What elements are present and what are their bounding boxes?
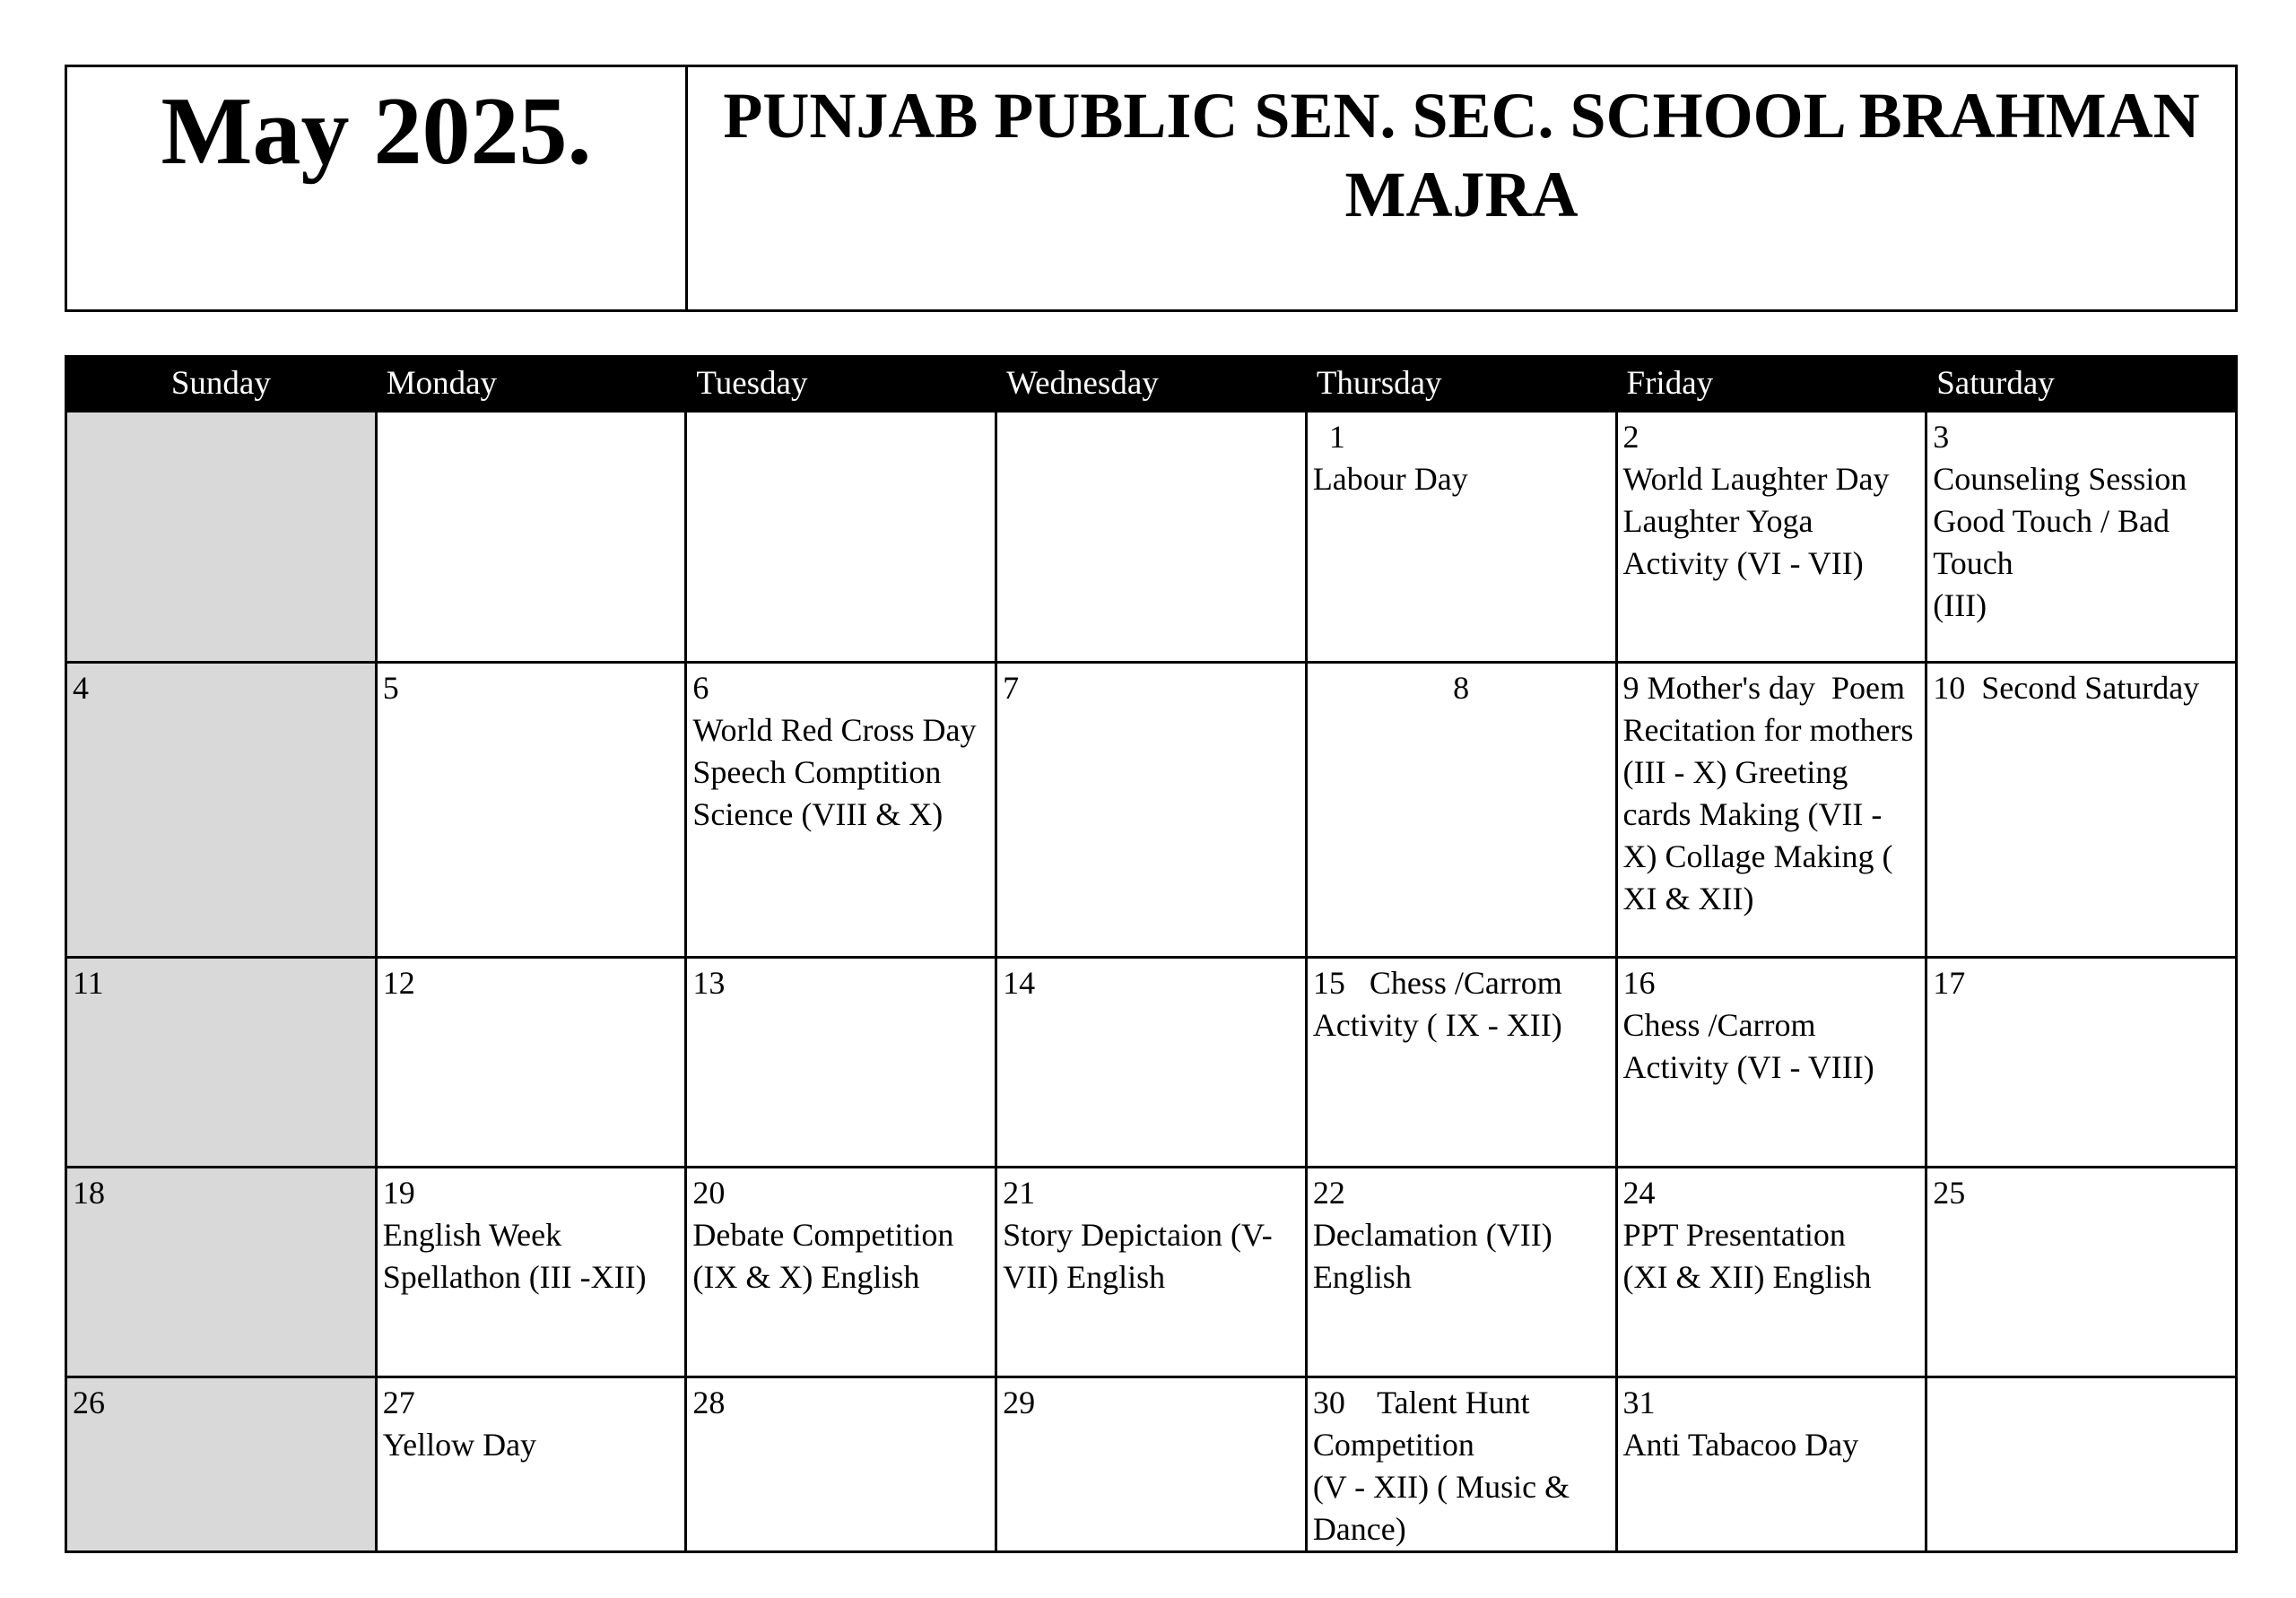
day-cell [1926,663,2237,958]
school-cell [688,67,2235,309]
event-text: Counseling Session Good Touch / Bad Touch (III) [1933,461,2187,623]
event-text: Recitation for mothers (III - X) Greeting cards Making (VII - X) Collage Making ( XI & XII) [1622,712,1914,916]
day-cell [686,958,996,1168]
month-title: May 2025. [161,78,592,185]
day-number: 8 [1453,670,1470,706]
day-header-wednesday: Wednesday [996,357,1307,412]
day-header-monday: Monday [376,357,686,412]
week-row [66,663,2237,958]
day-cell [996,1168,1307,1377]
day-number: 20 [692,1175,726,1211]
day-cell [1926,412,2237,663]
day-header-thursday: Thursday [1306,357,1616,412]
day-number: 29 [1003,1385,1036,1420]
day-number: 10 Second Saturday [1933,670,2200,706]
day-cell [66,1377,377,1552]
day-cell [686,1377,996,1552]
day-number: 31 [1622,1385,1656,1420]
day-cell [1616,1377,1926,1552]
day-number: 17 [1933,965,1966,1001]
day-cell [376,663,686,958]
day-number: 26 [73,1385,105,1420]
day-cell [66,412,377,663]
day-cell [1616,412,1926,663]
day-cell [1926,1377,2237,1552]
week-row [66,958,2237,1168]
day-number: 11 [73,965,104,1001]
day-number: 5 [382,670,399,706]
day-number: 28 [692,1385,726,1420]
day-cell [1926,1168,2237,1377]
day-number: 24 [1622,1175,1656,1211]
event-text: World Red Cross Day Speech Comptition Science (VIII & X) [692,712,977,832]
calendar-header [65,65,2238,312]
event-text: Story Depictaion (V- VII) English [1003,1217,1273,1295]
day-cell [1616,958,1926,1168]
day-cell [686,1168,996,1377]
day-header-saturday: Saturday [1926,357,2237,412]
day-number: 15 Chess /Carrom [1312,965,1562,1001]
day-cell [66,663,377,958]
week-row [66,1168,2237,1377]
school-name: PUNJAB PUBLIC SEN. SEC. SCHOOL BRAHMAN MAJRA [723,80,2200,230]
calendar-grid [65,355,2238,1553]
day-number: 18 [73,1175,105,1211]
day-cell [376,1168,686,1377]
day-cell [1616,1168,1926,1377]
day-cell [376,958,686,1168]
day-cell [686,412,996,663]
day-cell [996,958,1307,1168]
event-text: Debate Competition (IX & X) English [692,1217,954,1295]
event-text: Yellow Day [382,1427,537,1463]
day-header-tuesday: Tuesday [686,357,996,412]
day-number: 6 [692,670,709,706]
week-row [66,1377,2237,1552]
day-cell [996,663,1307,958]
event-text: PPT Presentation (XI & XII) English [1622,1217,1872,1295]
day-cell [66,1168,377,1377]
event-text: English Week Spellathon (III -XII) [382,1217,647,1295]
day-cell [1926,958,2237,1168]
day-number: 9 Mother's day Poem [1622,670,1905,706]
day-cell [996,1377,1307,1552]
day-cell [376,412,686,663]
day-cell [1616,663,1926,958]
event-text: Declamation (VII) English [1312,1217,1552,1295]
day-number: 21 [1003,1175,1036,1211]
day-header-sunday: Sunday [66,357,377,412]
day-cell [376,1377,686,1552]
day-number: 2 [1622,419,1639,455]
day-number: 4 [73,670,89,706]
day-number: 22 [1312,1175,1345,1211]
day-cell [1306,958,1616,1168]
month-cell [67,67,688,309]
day-number: 12 [382,965,415,1001]
day-number: 1 [1312,419,1345,455]
event-text: Activity ( IX - XII) [1312,1007,1562,1043]
day-number: 27 [382,1385,415,1420]
day-cell [996,412,1307,663]
day-number: 16 [1622,965,1656,1001]
day-header-friday: Friday [1616,357,1926,412]
weekday-header-row [66,357,2237,412]
day-cell [1306,1377,1616,1552]
day-number: 30 Talent Hunt [1312,1385,1530,1420]
event-text: Competition (V - XII) ( Music & Dance) [1312,1427,1570,1547]
day-cell [1306,412,1616,663]
day-cell [1306,1168,1616,1377]
day-number: 7 [1003,670,1020,706]
day-cell [1306,663,1616,958]
event-text: Chess /Carrom Activity (VI - VIII) [1622,1007,1874,1085]
day-cell [686,663,996,958]
day-number: 3 [1933,419,1950,455]
day-number: 19 [382,1175,415,1211]
event-text: Anti Tabacoo Day [1622,1427,1859,1463]
week-row [66,412,2237,663]
day-number: 13 [692,965,726,1001]
event-text: World Laughter Day Laughter Yoga Activity (VI - VII) [1622,461,1890,581]
day-number: 14 [1003,965,1036,1001]
day-number: 25 [1933,1175,1966,1211]
day-cell [66,958,377,1168]
event-text: Labour Day [1312,461,1468,497]
